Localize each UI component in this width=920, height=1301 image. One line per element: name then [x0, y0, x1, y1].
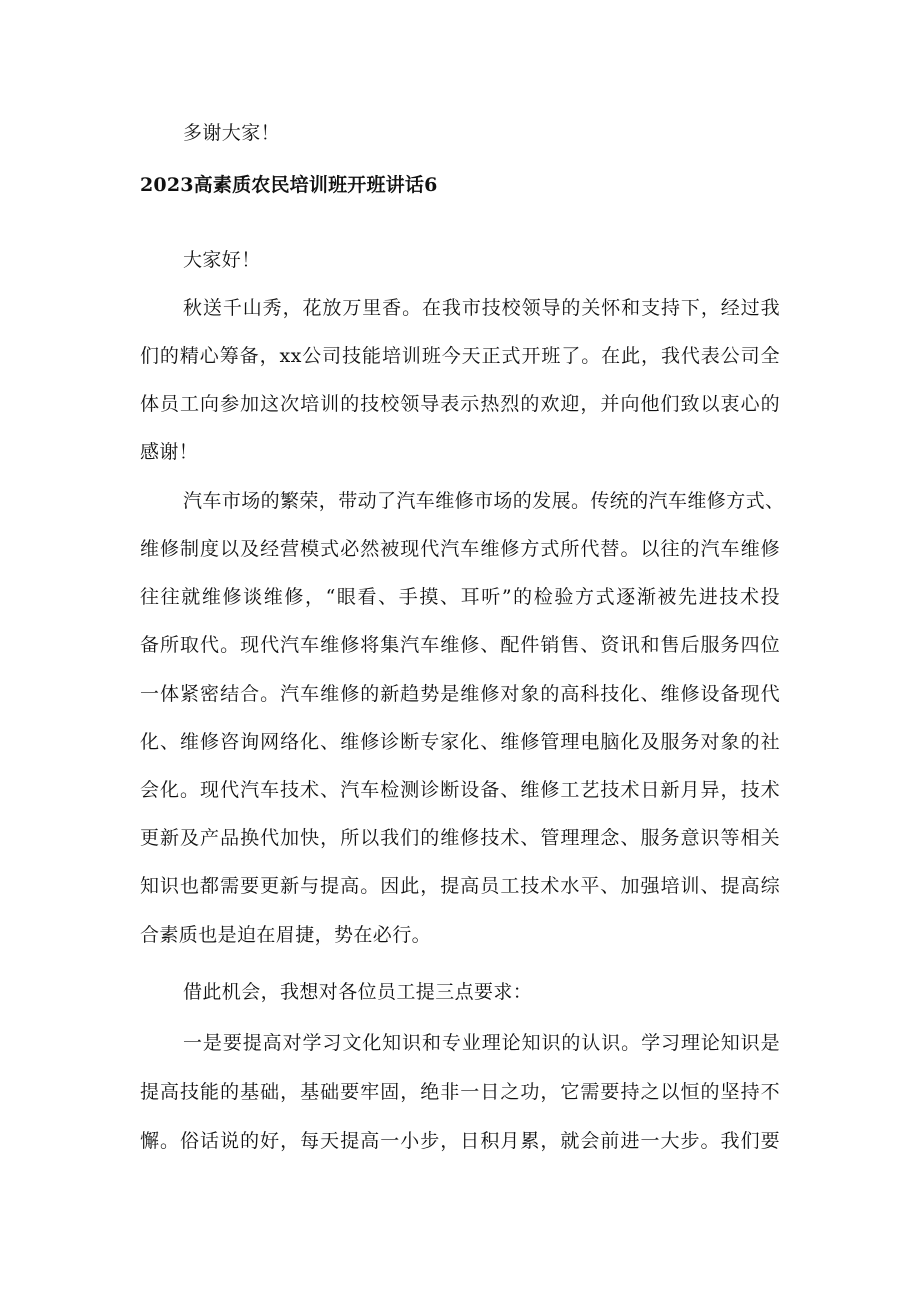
paragraph-2-line-10: 合素质也是迫在眉捷，势在必行。 — [140, 924, 432, 946]
paragraph-1-line-1: 秋送千山秀，花放万里香。在我市技校领导的关怀和支持下，经过我 — [183, 297, 780, 319]
paragraph-4-line-2: 提高技能的基础，基础要牢固，绝非一日之功，它需要持之以恒的坚持不 — [140, 1081, 780, 1103]
paragraph-1-line-4: 感谢！ — [140, 441, 199, 463]
greeting-line: 大家好！ — [183, 249, 261, 271]
paragraph-1-line-3: 体员工向参加这次培训的技校领导表示热烈的欢迎，并向他们致以衷心的 — [140, 393, 780, 415]
paragraph-1-line-2: 们的精心筹备，xx公司技能培训班今天正式开班了。在此，我代表公司全 — [140, 345, 780, 367]
paragraph-2-line-6: 化、维修咨询网络化、维修诊断专家化、维修管理电脑化及服务对象的社 — [140, 731, 780, 753]
paragraph-2-line-5: 一体紧密结合。汽车维修的新趋势是维修对象的高科技化、维修设备现代 — [140, 683, 780, 705]
paragraph-2-line-8: 更新及产品换代加快，所以我们的维修技术、管理理念、服务意识等相关 — [140, 827, 780, 849]
paragraph-2-line-2: 维修制度以及经营模式必然被现代汽车维修方式所代替。以往的汽车维修 — [140, 538, 780, 560]
paragraph-2-line-4: 备所取代。现代汽车维修将集汽车维修、配件销售、资讯和售后服务四位 — [140, 634, 780, 656]
section-heading: 2023高素质农民培训班开班讲话6 — [140, 174, 438, 196]
paragraph-2-line-3: 往往就维修谈维修，“眼看、手摸、耳听”的检验方式逐渐被先进技术投 — [140, 586, 780, 608]
paragraph-4-line-3: 懈。俗话说的好，每天提高一小步，日积月累，就会前进一大步。我们要 — [140, 1130, 780, 1152]
paragraph-4-line-1: 一是要提高对学习文化知识和专业理论知识的认识。学习理论知识是 — [183, 1032, 780, 1054]
paragraph-2-line-7: 会化。现代汽车技术、汽车检测诊断设备、维修工艺技术日新月异，技术 — [140, 779, 780, 801]
closing-line: 多谢大家！ — [183, 122, 281, 144]
paragraph-2-line-1: 汽车市场的繁荣，带动了汽车维修市场的发展。传统的汽车维修方式、 — [183, 490, 785, 512]
paragraph-3-line-1: 借此机会，我想对各位员工提三点要求： — [183, 981, 533, 1003]
paragraph-2-line-9: 知识也都需要更新与提高。因此，提高员工技术水平、加强培训、提高综 — [140, 875, 780, 897]
